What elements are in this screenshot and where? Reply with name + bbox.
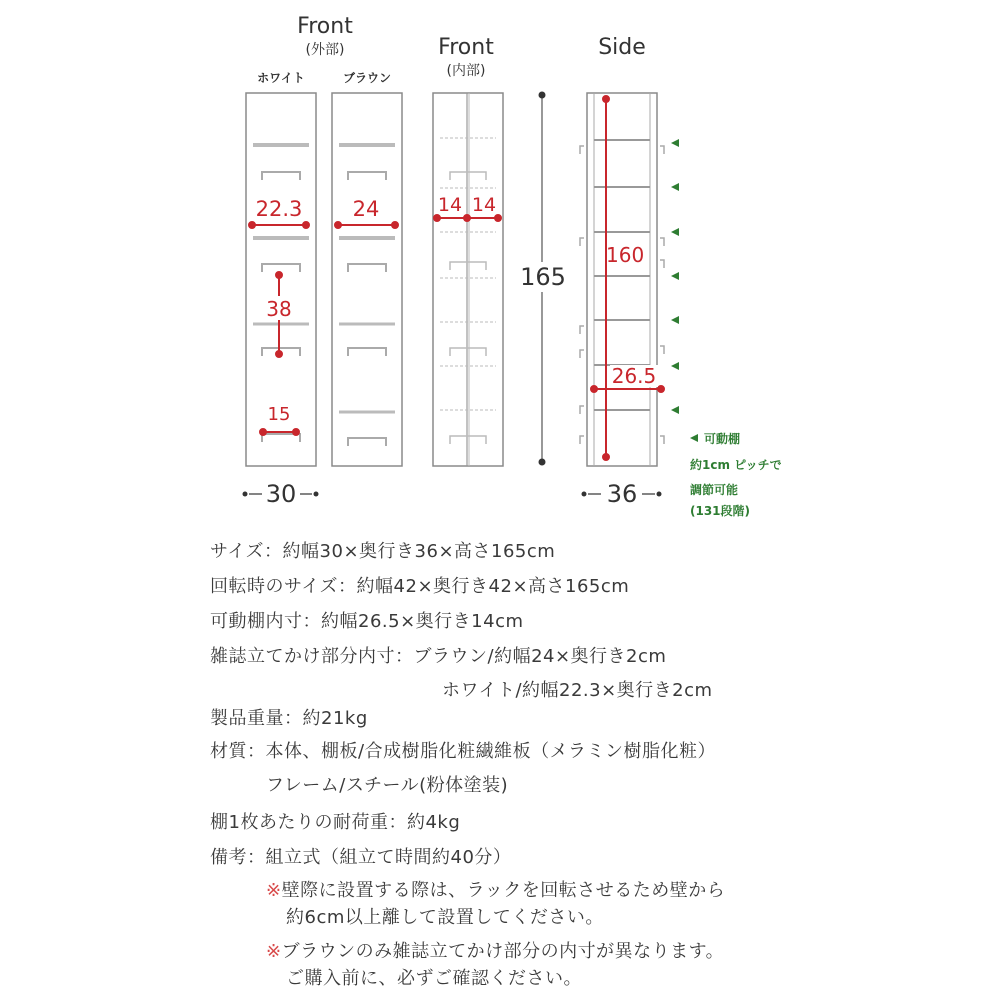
dim-brown-magazine: 24 (352, 197, 380, 221)
height-label: 165 (520, 263, 566, 291)
spec-shelf-inner: 可動棚内寸：約幅26.5×奥行き14cm (210, 611, 524, 632)
legend-arrow-icon (690, 434, 698, 442)
dim-shelf-width: 26.5 (611, 364, 657, 388)
spec-rotated-size: 回転時のサイズ：約幅42×奥行き42×高さ165cm (210, 576, 630, 597)
spec-magazine-brown: 雑誌立てかけ部分内寸：ブラウン/約幅24×奥行き2cm (210, 646, 667, 667)
dim-inner-height: 160 (606, 243, 645, 267)
spec-magazine-white: ホワイト/約幅22.3×奥行き2cm (442, 680, 713, 701)
note1-text1: 壁際に設置する際は、ラックを回転させるため壁から (281, 880, 726, 901)
legend-line2: 約1cm ピッチで (690, 458, 782, 472)
dim-white-pitch: 38 (266, 297, 292, 321)
dim-white-slot: 15 (267, 404, 291, 425)
brown-front-cabinet (332, 93, 402, 466)
note2-mark: ※ (266, 941, 282, 962)
note2-text1: ブラウンのみ雑誌立てかけ部分の内寸が異なります。 (281, 941, 725, 962)
shelf-arrow-icon (671, 362, 679, 370)
note2-line1 (266, 937, 724, 963)
shelf-arrow-icon (671, 406, 679, 414)
shelf-arrows (671, 139, 679, 414)
side-cabinet (580, 93, 664, 466)
front-inner-title: Front (438, 35, 494, 60)
shelf-arrow-icon (671, 228, 679, 236)
front-outer-title: Front (297, 14, 353, 39)
legend-line4: (131段階) (690, 504, 751, 518)
note1-line1 (266, 876, 725, 902)
side-title: Side (598, 35, 646, 60)
legend-line3: 調節可能 (690, 483, 739, 497)
shelf-arrow-icon (671, 139, 679, 147)
dim-white-magazine: 22.3 (255, 197, 303, 221)
note2-line2: ご購入前に、必ずご確認ください。 (286, 968, 582, 989)
spec-weight: 製品重量：約21kg (210, 708, 368, 729)
front-outer-subtitle: (外部) (305, 42, 345, 58)
width-label: 30 (265, 480, 297, 508)
depth-label: 36 (606, 480, 638, 508)
label-white: ホワイト (257, 71, 305, 85)
legend-line1: 可動棚 (704, 432, 741, 446)
shelf-arrow-icon (671, 183, 679, 191)
shelf-arrow-icon (671, 272, 679, 280)
shelf-arrow-icon (671, 316, 679, 324)
spec-material-frame: フレーム/スチール(粉体塗装) (266, 775, 509, 796)
dim-inner-left: 14 (437, 194, 463, 216)
spec-load: 棚1枚あたりの耐荷重：約4kg (210, 812, 461, 833)
spec-remarks: 備考：組立式（組立て時間約40分） (210, 847, 512, 868)
note1-mark: ※ (266, 880, 282, 901)
dim-inner-right: 14 (471, 194, 497, 216)
inner-front-cabinet (433, 93, 503, 466)
spec-size: サイズ：約幅30×奥行き36×高さ165cm (210, 541, 556, 562)
front-inner-subtitle: (内部) (446, 63, 486, 79)
label-brown: ブラウン (342, 71, 392, 85)
note1-line2: 約6cm以上離して設置してください。 (286, 907, 604, 928)
spec-material: 材質：本体、棚板/合成樹脂化粧繊維板（メラミン樹脂化粧） (210, 741, 717, 762)
